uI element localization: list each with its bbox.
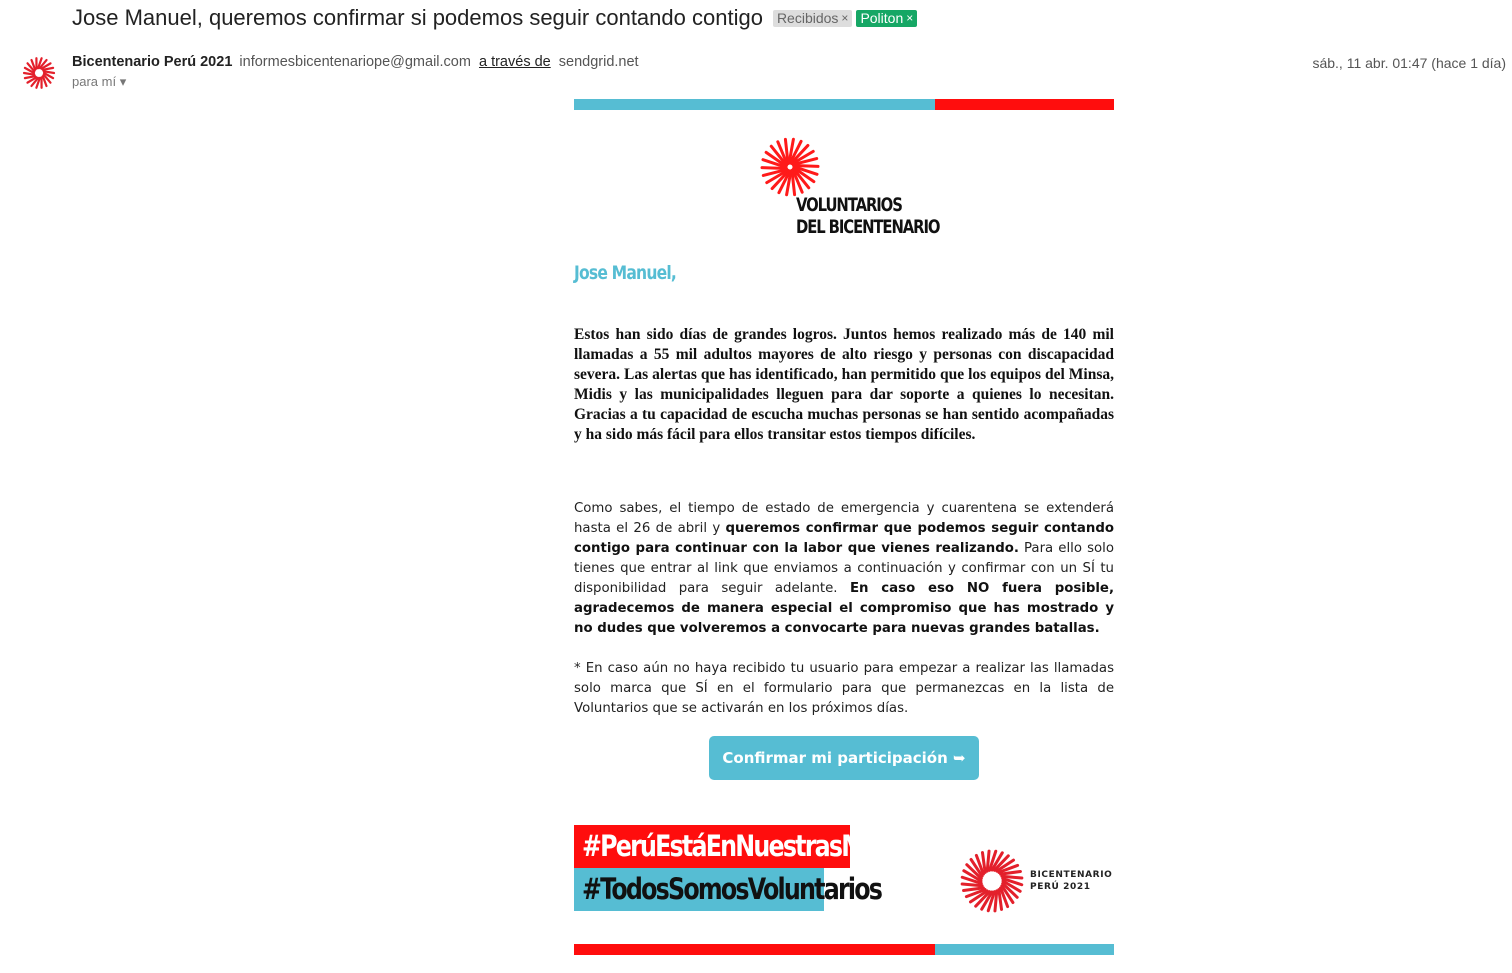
recipient-text: para mí [72,74,117,89]
label-inbox-text: Recibidos [776,10,839,26]
paragraph2-part-c: Para ello solo tienes que entrar al link que enviamos a continuación y confirmar con un SÍ tu disponibilidad para seguir adelante. [574,541,1114,596]
sender-email: informesbicentenariope@gmail.com [239,54,471,70]
confirm-participation-button[interactable]: Confirmar mi participación ➥ [709,736,979,780]
voluntarios-logo [760,137,940,242]
hashtag-voluntarios [574,868,882,911]
label-politon[interactable] [856,10,917,27]
email-header [72,2,917,34]
remove-label-inbox-icon[interactable]: × [841,11,849,25]
remove-label-politon-icon[interactable]: × [906,11,914,25]
top-bar-red-segment [935,99,1114,110]
hashtags-banner [574,825,920,911]
top-color-bar [574,99,1114,110]
bicentenario-ring-icon [960,849,1024,913]
email-subject: Jose Manuel, queremos confirmar si podemos seguir contando contigo [72,5,763,30]
bicentenario-logo [960,849,1114,913]
hashtag-voluntarios-text: #TodosSomosVoluntarios [582,872,882,906]
bicent-line1: BICENTENARIO [1030,870,1113,880]
bottom-bar-blue-segment [935,944,1114,955]
logo-text [796,194,939,238]
bottom-bar-red-segment [574,944,935,955]
via-domain: sendgrid.net [558,54,639,70]
label-inbox[interactable] [773,10,853,27]
logo-line1: VOLUNTARIOS [796,194,902,216]
paragraph-confirmation [574,499,1114,639]
email-date: sáb., 11 abr. 01:47 (hace 1 día) [1312,55,1506,71]
via-link[interactable]: a través de [478,54,551,70]
email-body [574,99,1114,906]
paragraph-note: * En caso aún no haya recibido tu usuario para empezar a realizar las llamadas solo marca que SÍ en el formulario para que permanezcas en la lista de Voluntarios que se activarán en los próximos días. [574,661,1114,716]
sender-info [72,54,639,70]
paragraph-achievements: Estos han sido días de grandes logros. Juntos hemos realizado más de 140 mil llamadas a 55 mil adultos mayores de alto riesgo y personas con discapacidad severa. Las alertas que has identificado, han permitido que los equipos del Minsa, Midis y las municipalidades lleguen para dar soporte a quienes lo necesitan. Gracias a tu capacidad de escucha muchas personas se han sentido acompañadas y ha sido más fácil para ellos transitar estos tiempos difíciles. [574,326,1114,443]
bicent-line2: PERÚ 2021 [1030,882,1091,892]
greeting: Jose Manuel, [574,262,676,284]
recipient-dropdown[interactable] [72,74,126,90]
bicentenario-text [1030,869,1112,893]
bottom-color-bar [574,944,1114,955]
label-politon-text: Politon [860,10,904,26]
sender-avatar-icon [21,55,57,91]
sender-name[interactable]: Bicentenario Perú 2021 [72,54,233,70]
top-bar-blue-segment [574,99,935,110]
paragraph2-part-a: Como sabes, el tiempo de estado de emergencia y cuarentena se extenderá hasta el 26 de abril y [574,501,1114,536]
chevron-down-icon: ▾ [119,74,127,89]
paragraph2-part-d: En caso eso NO fuera posible, agradecemos de manera especial el compromiso que has mostrado y no dudes que volveremos a convocarte para nuevas grandes batallas. [574,581,1114,636]
paragraph2-part-b: queremos confirmar que podemos seguir contando contigo para continuar con la labor que vienes realizando. [574,521,1114,556]
logo-line2: DEL BICENTENARIO [796,216,940,238]
sender-avatar[interactable] [21,55,57,91]
hashtag-peru [574,825,920,868]
hashtag-peru-text: #PerúEstáEnNuestrasManos [582,829,920,863]
